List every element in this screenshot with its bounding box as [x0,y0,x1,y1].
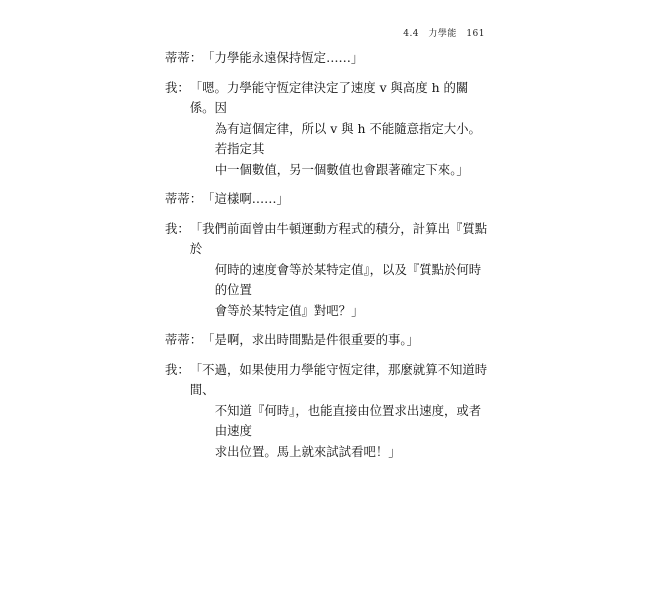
speech-line: 求出位置。馬上就來試試看吧！」 [214,443,401,459]
speech-line: 中一個數值，另一個數值也會跟著確定下來。」 [214,161,469,177]
speaker-name: 我 [165,79,178,95]
speech-line: 會等於某特定值』對吧？」 [214,302,364,318]
dialogue-turn: 蒂蒂 ： 「是啊，求出時間點是件很重要的事。」 [165,330,491,351]
speaker-name: 我 [165,220,178,236]
speaker-name: 蒂蒂 [165,50,190,65]
speech-text [190,78,491,181]
speech-line: 「不過，如果使用力學能守恆定律，那麼就算不知道時間、 [189,361,488,397]
page-number: 161 [466,29,485,39]
speech-text: 「這樣啊……」 [202,191,289,206]
section-number: 4.4 [403,29,420,39]
speech-text: 「是啊，求出時間點是件很重要的事。」 [202,332,420,347]
speech-line: 何時的速度會等於某特定值』，以及『質點於何時的位置 [214,261,482,297]
speech-line: 「我們前面曾由牛頓運動方程式的積分，計算出『質點於 [189,220,488,256]
chapter-title: 力學能 [428,29,457,39]
speech-text: 「力學能永遠保持恆定……」 [202,50,364,65]
speaker-name: 蒂蒂 [165,191,190,206]
speech-line: 「嗯。力學能守恆定律決定了速度 v 與高度 h 的關係。因 [189,79,469,115]
dialogue-turn: 蒂蒂 ： 「這樣啊……」 [165,189,491,210]
running-head [397,26,485,39]
dialogue-turn: 我 ： 「不過，如果使用力學能守恆定律，那麼就算不知道時間、 不知道『何時』，也能直接由位置求出速度，或者由速度 求出位置。馬上就來試試看吧！」 [165,360,491,463]
speaker-name: 我 [165,361,178,377]
speech-line: 為有這個定律，所以 v 與 h 不能隨意指定大小。若指定其 [214,120,481,156]
dialogue-turn: 我 ： 「嗯。力學能守恆定律決定了速度 v 與高度 h 的關係。因 為有這個定律，所以 v 與 h 不能隨意指定大小。若指定其 中一個數值，另一個數值也會跟著確定下來。」 [165,78,491,181]
dialogue-turn: 我 ： 「我們前面曾由牛頓運動方程式的積分，計算出『質點於 何時的速度會等於某特定值』，以及『質點於何時的位置 會等於某特定值』對吧？」 [165,219,491,322]
dialogue-turn: 蒂蒂 ： 「力學能永遠保持恆定……」 [165,48,491,69]
speech-line: 不知道『何時』，也能直接由位置求出速度，或者由速度 [214,402,482,438]
speech-text [190,360,491,463]
dialogue-body [165,48,491,471]
speaker-name: 蒂蒂 [165,332,190,347]
speech-text [190,219,491,322]
